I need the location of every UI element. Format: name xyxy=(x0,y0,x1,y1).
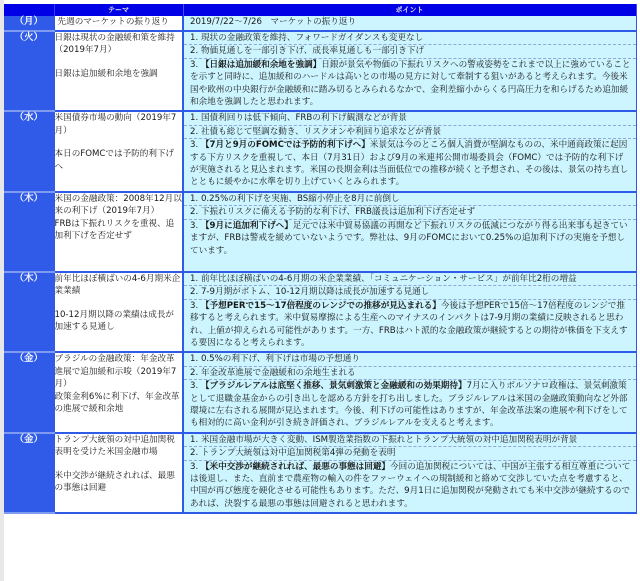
theme-cell xyxy=(54,352,183,432)
day-label: （金） xyxy=(4,352,54,432)
point-text: 日銀が景気や物価の下振れリスクへの警戒姿勢をこれまで以上に強めていることを示すと同時に、追加緩和のハードルは高いとの市場の見方に対して牽制する狙いがあると考えられます。今後米国や欧州の中央銀行が金融緩和に踏み切るとみられるなかで、金利差縮小からくる円高圧力を和らげるため追加緩和余地を強調したと思われます。 xyxy=(190,59,631,108)
theme-main: 米国債券市場の動向（2019年7月） xyxy=(54,113,177,136)
point-text: 7-9月期がボトム、10-12月期以降は成長が加速する見通し xyxy=(200,287,430,298)
point-headline: 【日銀は追加緩和余地を強調】 xyxy=(200,59,322,70)
table-row-friday-us-china xyxy=(4,433,636,513)
point-text: 物価見通しを一部引き下げ、成長率見通しも一部引き下げ xyxy=(200,46,425,57)
points-cell xyxy=(183,192,636,272)
point-text: 今回の追加関税については、中国が主張する相互尊重については後退し、また、直前まで農産物の輸入の件をファーウェイへの規制緩和と絡めて交渉していた点を考慮すると、中国が再び態度を硬化させる可能性もあります。ただ、9月1日に追加関税が発動されても米中交渉が継続するのであれば、決裂する最悪の事態は回避されると思われます。 xyxy=(190,461,631,509)
point-number: 3. xyxy=(190,140,199,151)
point-item xyxy=(184,273,636,286)
theme-main: 米国の金融政策：2008年12月以来の利下げ（2019年7月） xyxy=(54,193,182,217)
point-item xyxy=(184,434,636,447)
point-number: 3. xyxy=(190,461,199,472)
theme-cell xyxy=(54,16,183,31)
point-item xyxy=(184,447,636,460)
theme-main: 先週のマーケットの振り返り xyxy=(57,17,169,27)
table-row-thursday-fed xyxy=(4,192,636,272)
point-text: 現状の金融政策を維持、フォワードガイダンスも変更なし xyxy=(200,33,424,43)
theme-sub: FRBは下振れリスクを重視、追加利下げを否定せず xyxy=(54,218,175,242)
point-item xyxy=(184,367,636,380)
day-label: （木） xyxy=(4,272,54,352)
point-item xyxy=(184,461,636,513)
theme-sub: 米中交渉が継続されれば、最悪の事態は回避 xyxy=(54,470,175,493)
theme-main: 前年比ほぼ横ばいの4-6月期米企業業績 xyxy=(54,273,181,297)
header-day xyxy=(4,4,54,16)
point-number: 1. xyxy=(190,113,199,124)
table-row-friday-brazil xyxy=(4,352,636,432)
point-item xyxy=(184,380,636,432)
point-number: 1. xyxy=(190,33,199,43)
point-headline: 【7月と9月のFOMCでは予防的利下げへ】 xyxy=(200,140,370,151)
header-theme: テーマ xyxy=(54,4,183,16)
point-headline: 【9月に追加利下げへ】 xyxy=(200,220,293,231)
point-number: 1. xyxy=(190,354,199,365)
point-number: 2. xyxy=(190,46,199,57)
point-text: トランプ大統領は対中追加関税第4弾の発動を表明 xyxy=(200,448,396,459)
weekly-market-summary-table xyxy=(4,4,637,514)
points-cell: 2019/7/22～7/26 マーケットの振り返り xyxy=(183,16,636,31)
day-label: （月） xyxy=(4,16,54,31)
point-number: 3. xyxy=(190,381,199,392)
point-item xyxy=(184,139,636,191)
point-item xyxy=(184,206,636,219)
point-text: 下振れリスクに備える予防的な利下げ、FRB議長は追加利下げ否定せず xyxy=(200,207,476,218)
point-item xyxy=(184,59,636,111)
point-number: 3. xyxy=(190,300,199,311)
point-item xyxy=(184,220,636,271)
table-row-tuesday xyxy=(4,31,636,111)
point-number: 2. xyxy=(190,367,199,378)
theme-cell xyxy=(54,272,183,352)
theme-sub: 本日のFOMCでは予防的利下げへ xyxy=(54,149,175,172)
theme-cell xyxy=(54,192,183,272)
points-cell xyxy=(183,352,636,432)
point-number: 1. xyxy=(190,193,199,204)
point-item xyxy=(184,300,636,352)
point-text: 米国金融市場が大きく変動、ISM製造業指数の下振れとトランプ大統領の対中追加関税表明が背景 xyxy=(200,434,578,445)
point-number: 2. xyxy=(190,287,199,298)
point-item xyxy=(184,112,636,125)
point-text: 国債利回りは低下傾向、FRBの利下げ観測などが背景 xyxy=(200,113,407,124)
point-text: 前年比ほぼ横ばいの4-6月期の米企業業績、「コミュニケーション・サービス」が前年比2桁の増益 xyxy=(200,273,577,284)
theme-cell xyxy=(54,31,183,111)
theme-sub: 10-12月期以降の業績は成長が加速する見通し xyxy=(54,309,175,333)
point-item xyxy=(184,45,636,58)
theme-main: ブラジルの金融政策：年金改革進展で追加緩和示唆（2019年7月） xyxy=(54,354,177,390)
table-row-thursday-earnings xyxy=(4,272,636,352)
point-number: 3. xyxy=(190,220,199,231)
day-label: （木） xyxy=(4,192,54,272)
point-text: 0.25%の利下げを実施、BS縮小停止を8月に前倒し xyxy=(200,193,400,204)
table-row-monday xyxy=(4,16,636,31)
point-number: 2. xyxy=(190,448,199,459)
point-number: 2. xyxy=(190,126,199,137)
point-text: 米景気は今のところ個人消費が堅調なものの、米中通商政策に起因する下方リスクを重視して、本日（7月31日）および9月の米連邦公開市場委員会（FOMC）では予防的な利下げが実施されると見込まれます。米国の長期金利は当面低位での推移が続くと予想され、その後は、景気の持ち直しとともに緩やかに水準を切り上げていくとみられます。 xyxy=(190,140,629,188)
point-item xyxy=(184,286,636,299)
day-label: （火） xyxy=(4,31,54,111)
header-row xyxy=(4,4,636,16)
point-item xyxy=(184,32,636,45)
theme-sub: 日銀は追加緩和余地を強調 xyxy=(54,68,158,79)
point-number: 1. xyxy=(190,273,199,284)
point-text: 今後は予想PERで15倍～17倍程度のレンジで推移すると考えられます。米中貿易摩擦による生産へのマイナスのインパクトは7-9月期の業績に反映されると思われ、上値が抑えられる可能性があります。一方、FRBはハト派的な金融政策が継続するとの期待が株価を下支えする要因になると考えられます。 xyxy=(190,300,628,348)
point-item xyxy=(184,193,636,206)
points-cell xyxy=(183,111,636,191)
theme-sub: 政策金利6%に利下げ、年金改革の進展で緩和余地 xyxy=(54,391,180,414)
point-text: 足元では米中貿易協議の再開など下振れリスクの低減につながり得る出来事も起きていますが、FRBは警戒を緩めていないようです。弊社は、9月のFOMCにおいて0.25%の追加利下げの実施を予想しています。 xyxy=(190,220,628,256)
header-point: ポイント xyxy=(183,4,636,16)
day-label: （水） xyxy=(4,111,54,191)
point-item xyxy=(184,126,636,139)
point-text: 社債も総じて堅調な動き、リスクオンや利回り追求などが背景 xyxy=(200,126,442,137)
point-headline: 【予想PERで15～17倍程度のレンジでの推移が見込まれる】 xyxy=(200,300,441,311)
point-text: 0.5%の利下げ、利下げは市場の予想通り xyxy=(200,354,360,365)
point-number: 3. xyxy=(190,59,199,70)
points-cell xyxy=(183,272,636,352)
theme-cell xyxy=(54,111,183,191)
day-label: （金） xyxy=(4,433,54,513)
point-number: 1. xyxy=(190,434,199,445)
point-headline: 【ブラジルレアルは底堅く推移、景気刺激策と金融緩和の効果期待】 xyxy=(200,381,467,392)
point-text: 年金改革進展で金融緩和の余地生まれる xyxy=(200,367,356,378)
points-cell xyxy=(183,433,636,513)
theme-cell xyxy=(54,433,183,513)
point-headline: 【米中交渉が継続されれば、最悪の事態は回避】 xyxy=(200,461,391,472)
table-row-wednesday xyxy=(4,111,636,191)
point-number: 2. xyxy=(190,207,199,218)
point-text: 7月に入りボルソナロ政権は、景気刺激策として退職金基金からの引き出しを認める方針を打ち出しました。ブラジルレアルは米国の金融政策動向など外部環境に左右される展開が見込まれます。今後、利下げの可能性はありますが、年金改革法案の進展や利下げをしても相対的に高い金利が引き続き評価され、ブラジルレアルを支えると考えます。 xyxy=(190,381,628,429)
points-cell xyxy=(183,31,636,111)
point-item xyxy=(184,353,636,366)
theme-main: 日銀は現状の金融緩和策を維持（2019年7月） xyxy=(54,33,175,56)
theme-main: トランプ大統領の対中追加関税表明を受けた米国金融市場 xyxy=(54,434,175,458)
